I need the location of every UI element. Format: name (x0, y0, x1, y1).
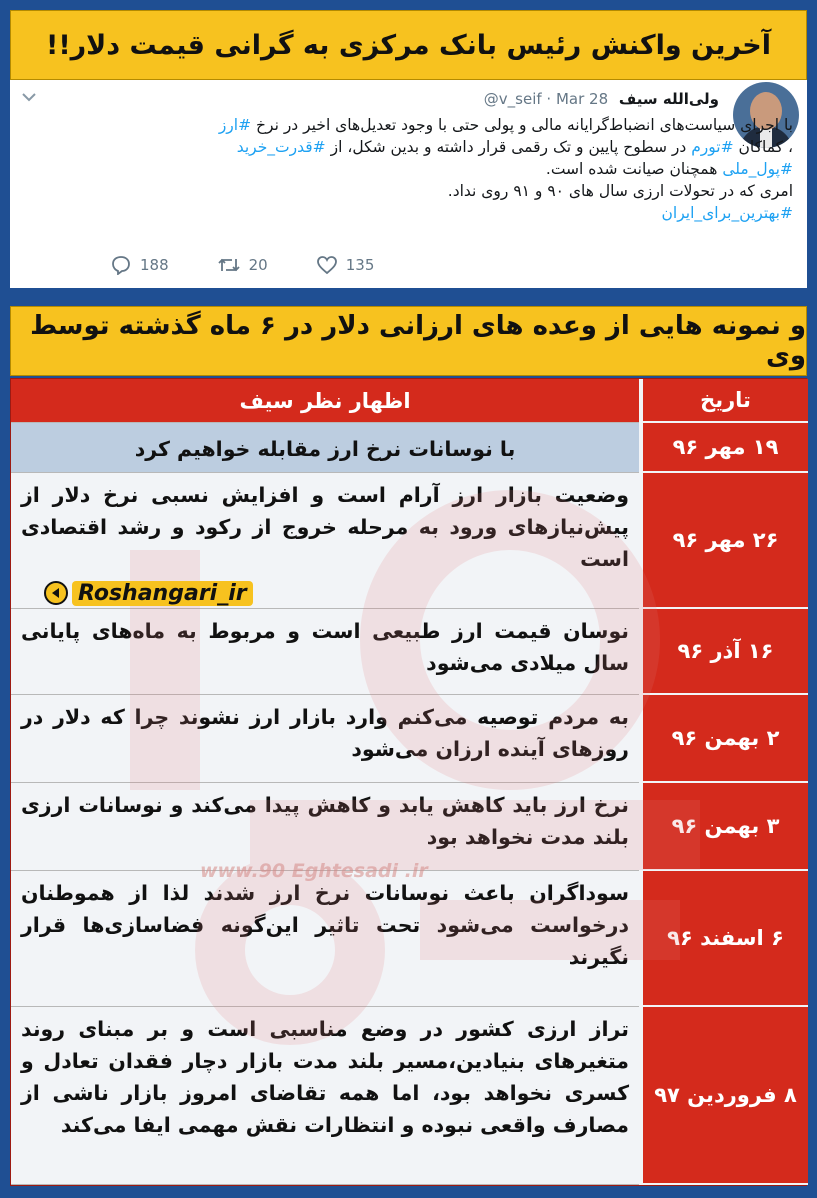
table-row (11, 423, 808, 473)
header-date: تاریخ (643, 379, 808, 423)
chevron-down-icon[interactable] (22, 90, 36, 106)
statement-cell: به مردم توصیه می‌کنم وارد بازار ارز نشوند چرا که دلار در روزهای آینده ارزان می‌شود (11, 695, 639, 783)
table-row (11, 871, 808, 1007)
badge-text: Roshangari_ir (72, 581, 253, 606)
tweet-author (119, 90, 719, 108)
author-name[interactable]: ولی‌الله سیف (618, 90, 719, 108)
statements-table (10, 378, 807, 1186)
tweet-date: Mar 28 (555, 90, 609, 108)
statement-cell: نوسان قیمت ارز طبیعی است و مربوط به ماه‌های پایانی سال میلادی می‌شود (11, 609, 639, 695)
tweet-actions (110, 252, 430, 278)
date-cell: ۲ بهمن ۹۶ (643, 695, 808, 783)
source-badge (44, 577, 253, 609)
main-headline: آخرین واکنش رئیس بانک مرکزی به گرانی قیمت دلار!! (10, 10, 807, 80)
watermark-site: www.90 Eghtesadi .ir (200, 860, 428, 882)
like-button[interactable]: 135 (316, 255, 375, 275)
date-cell: ۲۶ مهر ۹۶ (643, 473, 808, 609)
hashtag-pool-melli[interactable]: #پول_ملی (722, 160, 793, 178)
table-row (11, 609, 808, 695)
retweet-button[interactable]: 20 (217, 256, 268, 274)
tweet-text: با اجرای سیاست‌های انضباط‌گرایانه مالی و پولی حتی با وجود تعدیل‌های اخیر در نرخ #ارز ، کماکان #تورم در سطوح پایین و تک رقمی قرار داشته و بدین شکل، از #قدرت_خرید #پول_ملی همچنان صیانت شده است. امری که در تحولات ارزی سال های ۹۰ و ۹۱ روی نداد. #بهترین_برای_ایران (218, 116, 793, 222)
date-cell: ۱۹ مهر ۹۶ (643, 423, 808, 473)
table-row (11, 1007, 808, 1185)
date-cell: ۳ بهمن ۹۶ (643, 783, 808, 871)
header-statement: اظهار نظر سیف (11, 379, 639, 423)
retweet-icon (217, 256, 241, 274)
table-row (11, 695, 808, 783)
section-title: و نمونه هایی از وعده های ارزانی دلار در ۶ ماه گذشته توسط وی (10, 306, 807, 376)
statement-cell: با نوسانات نرخ ارز مقابله خواهیم کرد (11, 423, 639, 473)
statement-cell: وضعیت بازار ارز آرام است و افزایش نسبی نرخ دلار از پیش‌نیازهای ورود به مرحله خروج از رکود و رشد اقتصادی است (11, 473, 639, 609)
reply-button[interactable]: 188 (110, 255, 169, 275)
statement-cell: نرخ ارز باید کاهش یابد و کاهش پیدا می‌کند و نوسانات ارزی بلند مدت نخواهد بود (11, 783, 639, 871)
hashtag-ghodrat-kharid[interactable]: #قدرت_خرید (236, 138, 326, 156)
statement-cell: سوداگران باعث نوسانات نرخ ارز شدند لذا از هموطنان درخواست می‌شود تحت تاثیر این‌گونه فضاسازی‌ها قرار نگیرند (11, 871, 639, 1007)
date-cell: ۸ فروردین ۹۷ (643, 1007, 808, 1185)
play-icon (44, 581, 68, 605)
tweet-card (10, 80, 807, 288)
hashtag-tavarom[interactable]: #تورم (691, 138, 734, 156)
table-header (11, 379, 808, 423)
statement-cell: تراز ارزی کشور در وضع مناسبی است و بر مبنای روند متغیرهای بنیادین،مسیر بلند مدت بازار دچار فقدان تعادل و کسری نخواهد بود، اما همه تقاضای امروز بازار ناشی از مصارف واقعی نبوده و انتظارات نقش مهمی ایفا می‌کند (11, 1007, 639, 1185)
reply-icon (110, 255, 132, 275)
hashtag-behtarin[interactable]: #بهترین_برای_ایران (661, 204, 793, 222)
like-icon (316, 255, 338, 275)
author-handle[interactable]: @v_seif · Mar 28 (483, 90, 609, 108)
table-row (11, 783, 808, 871)
hashtag-arz[interactable]: #ارز (218, 116, 252, 134)
date-cell: ۶ اسفند ۹۶ (643, 871, 808, 1007)
date-cell: ۱۶ آذر ۹۶ (643, 609, 808, 695)
